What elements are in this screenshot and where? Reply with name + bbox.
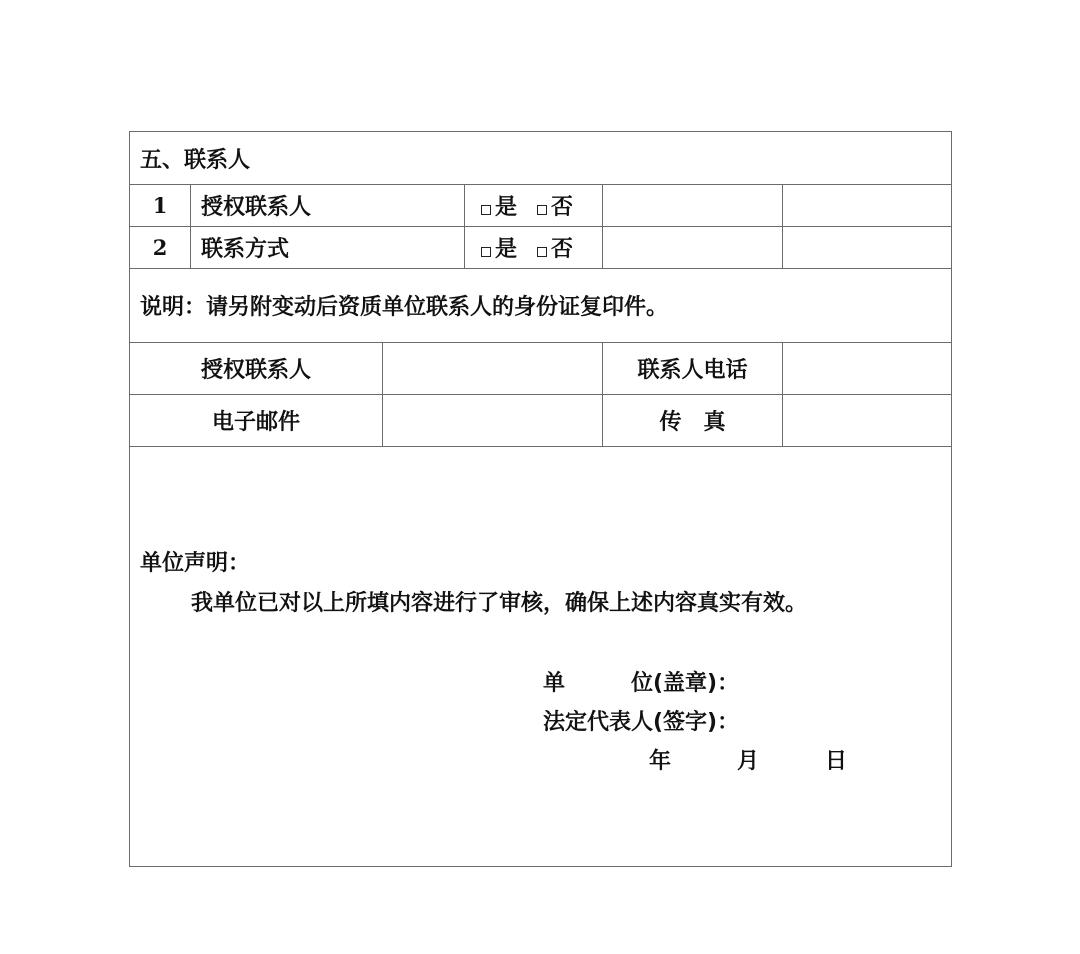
email-field[interactable] — [383, 395, 603, 447]
item-detail-cell[interactable] — [603, 227, 783, 269]
declaration-body: 我单位已对以上所填内容进行了审核，确保上述内容真实有效。 — [191, 591, 808, 616]
no-checkbox[interactable] — [537, 205, 547, 215]
fax-label: 传 真 — [603, 395, 783, 447]
no-label: 否 — [551, 237, 574, 262]
yes-option[interactable] — [481, 232, 517, 263]
item-row-1 — [130, 185, 952, 227]
contact-row-2 — [130, 395, 952, 447]
declaration-cell — [130, 447, 952, 867]
contact-phone-field[interactable] — [783, 343, 952, 395]
no-option[interactable] — [537, 190, 573, 221]
yes-no-options — [465, 227, 603, 269]
fax-field[interactable] — [783, 395, 952, 447]
item-row-2 — [130, 227, 952, 269]
yes-no-options — [465, 185, 603, 227]
legal-representative-signature-label: 法定代表人(签字)： — [543, 710, 740, 735]
note-text: 说明：请另附变动后资质单位联系人的身份证复印件。 — [130, 269, 952, 343]
declaration-title: 单位声明： — [140, 551, 251, 576]
date-label: 年 月 日 — [649, 749, 848, 774]
yes-option[interactable] — [481, 190, 517, 221]
declaration-row — [130, 447, 952, 867]
contact-change-form — [129, 131, 952, 867]
item-number: 1 — [130, 185, 191, 227]
item-label-contact-method: 联系方式 — [191, 227, 465, 269]
no-checkbox[interactable] — [537, 247, 547, 257]
contact-phone-label: 联系人电话 — [603, 343, 783, 395]
yes-checkbox[interactable] — [481, 205, 491, 215]
section-title: 五、联系人 — [130, 132, 952, 185]
item-detail-cell[interactable] — [603, 185, 783, 227]
item-extra-cell[interactable] — [783, 227, 952, 269]
no-option[interactable] — [537, 232, 573, 263]
item-label-authorized-contact: 授权联系人 — [191, 185, 465, 227]
section-header-row — [130, 132, 952, 185]
no-label: 否 — [551, 195, 574, 220]
yes-label: 是 — [495, 237, 518, 262]
declaration-content — [130, 447, 951, 866]
note-row — [130, 269, 952, 343]
authorized-contact-field[interactable] — [383, 343, 603, 395]
item-extra-cell[interactable] — [783, 185, 952, 227]
authorized-contact-label: 授权联系人 — [130, 343, 383, 395]
yes-checkbox[interactable] — [481, 247, 491, 257]
item-number: 2 — [130, 227, 191, 269]
unit-seal-label: 单 位(盖章)： — [543, 671, 740, 696]
yes-label: 是 — [495, 195, 518, 220]
email-label: 电子邮件 — [130, 395, 383, 447]
contact-row-1 — [130, 343, 952, 395]
